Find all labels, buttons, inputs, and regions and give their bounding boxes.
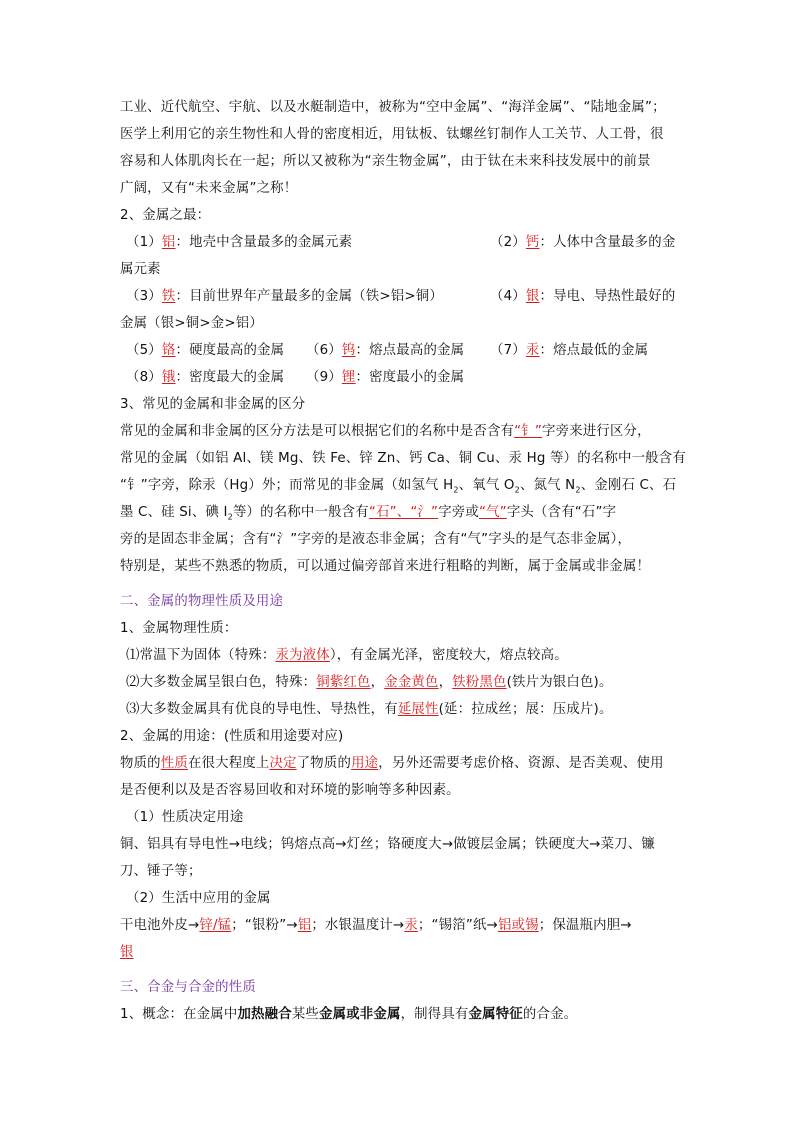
item-5-metal: 铬 — [161, 343, 176, 358]
keyword-property: 性质 — [160, 756, 188, 771]
metal-superlatives-row-2 — [120, 283, 680, 310]
jin-radical: “钅” — [514, 424, 543, 439]
item-1-text: ：地壳中含量最多的金属元素 — [175, 235, 353, 250]
uses-heading: 2、金属的用途：(性质和用途要对应) — [120, 729, 344, 744]
zinc-manganese: 锌/锰 — [199, 918, 232, 933]
item-7-text: ：熔点最低的金属 — [539, 343, 649, 358]
item-8-text: ：密度最大的金属 — [175, 370, 285, 385]
item-6-number: （6） — [306, 343, 342, 358]
item-3-text: ：目前世界年产量最多的金属（铁>铝>铜） — [175, 289, 443, 304]
daily-metals-line-1 — [120, 912, 680, 939]
sec3-line-4-text: 墨 C、硅 Si、碘 I — [120, 505, 228, 520]
item-5-number: （5） — [126, 343, 162, 358]
gas-radical: “气” — [478, 505, 507, 520]
alloy-text-e: 的合金。 — [522, 1007, 578, 1022]
iron-powder-color: 铁粉黑色 — [452, 675, 507, 690]
item-4-number: （4） — [490, 289, 526, 304]
intro-line-4: 广阔，又有“未来金属”之称！ — [120, 181, 298, 196]
item-2-continuation: 属元素 — [120, 262, 161, 277]
item-9-number: （9） — [306, 370, 342, 385]
item-5-text: ：硬度最高的金属 — [175, 343, 285, 358]
property-2-text: ⑵大多数金属呈银白色，特殊： — [126, 675, 317, 690]
item-2 — [490, 229, 675, 256]
alloy-bold-3: 金属特征 — [468, 1007, 523, 1022]
keyword-use: 用途 — [351, 756, 379, 771]
uses-text-b: 在很大程度上 — [187, 756, 270, 771]
item-4-continuation: 金属（银>铜>金>铝） — [120, 316, 263, 331]
mercury: 汞 — [404, 918, 418, 933]
alloy-bold-2: 金属或非金属 — [319, 1007, 401, 1022]
subscript-h2: 2 — [453, 485, 459, 495]
property-2 — [120, 669, 680, 696]
item-3-number: （3） — [126, 289, 162, 304]
part-2-heading: 二、金属的物理性质及用途 — [120, 594, 284, 609]
sec3-nitrogen: 、氮气 N — [519, 478, 576, 493]
copper-color: 铜紫红色 — [316, 675, 371, 690]
metal-superlatives-row-4 — [120, 364, 680, 391]
part-3-heading: 三、合金与合金的性质 — [120, 980, 256, 995]
uses-text-a: 物质的 — [120, 756, 161, 771]
silver: 银 — [120, 945, 134, 960]
sec3-line-4-mid2: 字旁或 — [438, 505, 479, 520]
item-8-number: （8） — [126, 370, 162, 385]
item-7-metal: 汞 — [525, 343, 540, 358]
item-3-metal: 铁 — [161, 289, 176, 304]
sec3-line-6: 特别是，某些不熟悉的物质，可以通过偏旁部首来进行粗略的判断，属于金属或非金属！ — [120, 559, 651, 574]
item-1 — [126, 235, 352, 250]
metal-superlatives-row-1 — [120, 229, 680, 256]
sec3-line-3 — [120, 472, 680, 499]
sec3-line-2: 常见的金属（如铝 Al、镁 Mg、铁 Fe、锌 Zn、钙 Ca、铜 Cu、汞 Hg 等）的名称中一般含有 — [120, 451, 686, 466]
alloy-text-a: 1、概念：在金属中 — [120, 1007, 238, 1022]
daily-text-e: ；保温瓶内胆→ — [538, 918, 632, 933]
uses-detail-1: 铜、铝具有导电性→电线；钨熔点高→灯丝；铬硬度大→做镀层金属；铁硬度大→菜刀、镰 — [120, 837, 655, 852]
property-2-tail: (铁片为银白色)。 — [506, 675, 613, 690]
sec3-line-4-mid: 等）的名称中一般含有 — [232, 505, 369, 520]
item-7-number: （7） — [490, 343, 526, 358]
document-content — [120, 94, 686, 1028]
section-2-heading: 2、金属之最： — [120, 208, 211, 223]
property-3-tail: (延：拉成丝；展：压成片)。 — [438, 702, 613, 717]
sec3-line-4-tail: 字头（含有“石”字 — [506, 505, 617, 520]
item-8 — [126, 364, 284, 391]
uses-line-2: 是否便利以及是否容易回收和对环境的影响等多种因素。 — [120, 783, 460, 798]
gold-color: 金金黄色 — [384, 675, 439, 690]
alloy-text-d: ，制得具有 — [400, 1007, 469, 1022]
item-3 — [126, 289, 443, 304]
alloy-concept — [120, 1001, 680, 1028]
alloy-text-c: 某些 — [291, 1007, 320, 1022]
uses-sub-2: （2）生活中应用的金属 — [126, 891, 271, 906]
item-6-metal: 钨 — [341, 343, 356, 358]
aluminum-or-tin: 铝或锡 — [497, 918, 539, 933]
intro-line-2: 医学上利用它的亲生物性和人骨的密度相近，用钛板、钛螺丝钉制作人工关节、人工骨，很 — [120, 127, 664, 142]
property-3 — [120, 696, 680, 723]
sec3-line-5: 旁的是固态非金属；含有“氵”字旁的是液态非金属；含有“气”字头的是气态非金属）， — [120, 532, 632, 547]
item-6-text: ：熔点最高的金属 — [355, 343, 465, 358]
item-4 — [490, 283, 675, 310]
item-2-metal: 钙 — [525, 235, 540, 250]
sec3-line-1 — [120, 418, 680, 445]
property-1-highlight: 汞为液体 — [275, 648, 330, 663]
property-2-sep-2: ， — [438, 675, 453, 690]
sec3-line-4 — [120, 499, 680, 526]
item-4-metal: 银 — [525, 289, 540, 304]
item-8-metal: 锇 — [161, 370, 176, 385]
sec3-line-1-tail: 字旁来进行区分， — [542, 424, 651, 439]
item-9 — [306, 364, 464, 391]
sec3-line-1-text: 常见的金属和非金属的区分方法是可以根据它们的名称中是否含有 — [120, 424, 515, 439]
property-1 — [120, 642, 680, 669]
physical-properties-heading: 1、金属物理性质： — [120, 621, 238, 636]
uses-text-c: 了物质的 — [296, 756, 352, 771]
stone-water-radicals: “石”、“氵” — [368, 505, 439, 520]
uses-detail-2: 刀、锤子等； — [120, 864, 202, 879]
item-7 — [490, 337, 648, 364]
item-1-metal: 铝 — [161, 235, 176, 250]
item-9-text: ：密度最小的金属 — [355, 370, 465, 385]
daily-text-d: ；“锡箔”纸→ — [417, 918, 498, 933]
property-2-sep-1: ， — [370, 675, 385, 690]
property-1-text: ⑴常温下为固体（特殊： — [126, 648, 276, 663]
item-4-text: ：导电、导热性最好的 — [539, 289, 676, 304]
item-6 — [306, 337, 464, 364]
ductility: 延展性 — [397, 702, 439, 717]
aluminum: 铝 — [297, 918, 312, 933]
daily-text-a: 干电池外皮→ — [120, 918, 200, 933]
sec3-line-3-text: “钅”字旁，除汞（Hg）外；而常见的非金属（如氢气 H — [120, 478, 454, 493]
sec3-line-3-tail: 、金刚石 C、石 — [580, 478, 677, 493]
property-1-tail: ），有金属光泽，密度较大，熔点较高。 — [329, 648, 568, 663]
daily-metals-line-2 — [120, 939, 680, 966]
intro-line-3: 容易和人体肌肉长在一起；所以又被称为“亲生物金属”，由于钛在未来科技发展中的前景 — [120, 154, 651, 169]
metal-superlatives-row-3 — [120, 337, 680, 364]
item-5 — [126, 337, 284, 364]
section-3-heading: 3、常见的金属和非金属的区分 — [120, 397, 306, 412]
item-9-metal: 锂 — [341, 370, 356, 385]
uses-line-1 — [120, 750, 680, 777]
subscript-n2: 2 — [575, 485, 581, 495]
property-3-text: ⑶大多数金属具有优良的导电性、导热性，有 — [126, 702, 398, 717]
daily-text-b: ；“银粉”→ — [231, 918, 298, 933]
subscript-o2: 2 — [514, 485, 520, 495]
daily-text-c: ；水银温度计→ — [311, 918, 405, 933]
alloy-bold-1: 加热融合 — [237, 1007, 292, 1022]
subscript-i2: 2 — [227, 512, 233, 522]
item-2-number: （2） — [490, 235, 526, 250]
uses-text-d: ，另外还需要考虑价格、资源、是否美观、使用 — [378, 756, 664, 771]
sec3-oxygen: 、氧气 O — [458, 478, 515, 493]
uses-sub-1: （1）性质决定用途 — [126, 810, 244, 825]
item-2-text: ：人体中含量最多的金 — [539, 235, 676, 250]
intro-line-1: 工业、近代航空、宇航、以及水艇制造中，被称为“空中金属”、“海洋金属”、“陆地金属”； — [120, 100, 666, 115]
item-1-number: （1） — [126, 235, 162, 250]
keyword-determine: 决定 — [269, 756, 297, 771]
